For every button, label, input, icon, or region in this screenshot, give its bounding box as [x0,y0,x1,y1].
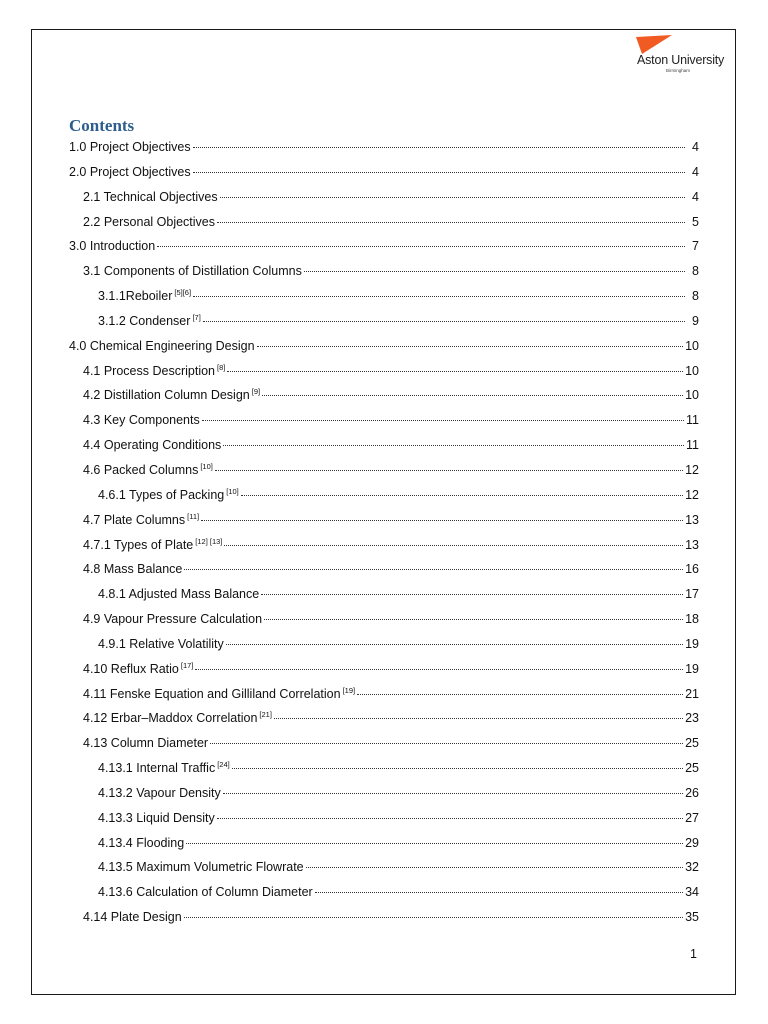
toc-entry[interactable] [69,880,699,905]
toc-entry-page: 34 [685,885,699,900]
toc-entry-page: 16 [685,562,699,577]
dot-leader [217,817,683,819]
toc-entry[interactable] [69,706,699,731]
toc-entry-title-text: 1.0 Project Objectives [69,140,191,154]
toc-entry-title-text: 3.0 Introduction [69,239,156,254]
toc-entry-title [83,383,260,408]
citation-superscript: [11] [187,511,200,521]
toc-entry[interactable] [69,657,699,682]
toc-entry[interactable] [69,508,699,533]
logo-triangle-icon [636,35,676,55]
toc-entry-title-text: 2.0 Project Objectives [69,164,191,179]
dot-leader [261,593,683,595]
toc-entry-title-text: 4.10 Reflux Ratio [83,661,179,676]
toc-entry-title [83,706,272,731]
citation-superscript: [21] [259,710,272,720]
toc-entry-title [98,756,230,781]
toc-entry-title [98,831,184,856]
table-of-contents [69,135,699,930]
toc-entry-title [69,234,155,259]
toc-entry[interactable] [69,781,699,806]
toc-entry-title-text: 4.13.2 Vapour Density [98,785,221,800]
toc-entry-title [83,433,221,458]
dot-leader [241,494,683,496]
dot-leader [193,295,685,297]
toc-entry-title-text: 3.1.1Reboiler [98,289,173,304]
dot-leader [193,171,685,173]
toc-entry-title-text: 4.13.6 Calculation of Column Diameter [98,885,313,900]
toc-entry-title-text: 4.9 Vapour Pressure Calculation [83,612,263,627]
toc-entry-page: 13 [685,537,699,552]
citation-superscript: [8] [217,362,226,372]
toc-entry[interactable] [69,309,699,334]
toc-entry-title-text: 4.3 Key Components [83,413,200,428]
toc-entry-title-text: 2.1 Technical Objectives [83,189,218,204]
toc-entry-title-text: 4.8.1 Adjusted Mass Balance [98,587,260,602]
toc-entry-page: 35 [685,910,699,925]
toc-entry[interactable] [69,855,699,880]
toc-entry-title-text: 4.7 Plate Columns [83,512,186,527]
toc-entry-page: 25 [685,736,699,751]
toc-entry-title [98,483,239,508]
toc-entry-title-text: 4.6.1 Types of Packing [98,487,225,502]
toc-entry-page: 4 [692,164,699,179]
toc-entry-title-text: 4.13.3 Liquid Density [98,810,215,825]
toc-entry[interactable] [69,433,699,458]
toc-entry-title [83,185,218,210]
dot-leader [184,568,683,570]
toc-entry-page: 17 [685,587,699,602]
dot-leader [195,668,683,670]
dot-leader [227,370,683,372]
toc-entry[interactable] [69,185,699,210]
toc-entry-page: 13 [685,512,699,527]
toc-entry-page: 5 [692,214,699,229]
dot-leader [220,196,685,198]
toc-entry[interactable] [69,756,699,781]
dot-leader [215,469,683,471]
dot-leader [223,792,683,794]
toc-entry-page: 4 [692,140,699,154]
toc-entry-title-text: 4.4 Operating Conditions [83,438,222,453]
toc-entry-title-text: 4.13 Column Diameter [83,736,209,751]
toc-entry[interactable] [69,806,699,831]
dot-leader [223,444,684,446]
dot-leader [304,270,685,272]
toc-entry-page: 21 [685,686,699,701]
toc-entry-page: 32 [685,860,699,875]
toc-entry[interactable] [69,408,699,433]
contents-heading: Contents [69,116,135,135]
toc-entry[interactable] [69,383,699,408]
citation-superscript: [24] [217,760,230,770]
toc-entry-title [98,855,304,880]
toc-entry-title [83,657,193,682]
toc-entry-title-text: 2.2 Personal Objectives [83,214,216,229]
toc-entry[interactable] [69,831,699,856]
toc-entry-page: 4 [692,189,699,204]
page-number: 1 [690,947,697,961]
toc-entry-title [69,135,191,160]
toc-entry-title [98,632,224,657]
toc-entry-title-text: 4.12 Erbar–Maddox Correlation [83,711,258,726]
toc-entry-title [83,259,302,284]
aston-university-logo [636,35,736,95]
toc-entry-title [98,880,313,905]
dot-leader [224,544,683,546]
dot-leader [357,693,683,695]
dot-leader [184,916,683,918]
toc-entry-page: 25 [685,761,699,776]
toc-entry-title [98,284,191,309]
toc-entry-page: 8 [692,264,699,279]
toc-entry-title [83,533,222,558]
toc-entry-page: 23 [685,711,699,726]
toc-entry-title-text: 4.9.1 Relative Volatility [98,636,224,651]
dot-leader [232,767,683,769]
dot-leader [186,842,683,844]
toc-entry-page: 10 [685,388,699,403]
toc-entry-title [83,607,262,632]
dot-leader [193,146,685,148]
toc-entry-title [83,905,182,930]
toc-entry-page: 29 [685,835,699,850]
toc-entry-page: 19 [685,636,699,651]
citation-superscript: [17] [180,660,194,670]
citation-superscript: [7] [192,312,201,322]
toc-entry[interactable] [69,557,699,582]
toc-entry-title-text: 4.0 Chemical Engineering Design [69,338,255,353]
dot-leader [262,394,683,396]
toc-entry-title-text: 3.1 Components of Distillation Columns [83,264,302,279]
toc-entry-title-text: 4.11 Fenske Equation and Gilliland Correlation [83,686,341,701]
toc-entry-title-text: 4.6 Packed Columns [83,462,199,477]
toc-entry-page: 27 [685,810,699,825]
toc-entry-title [98,806,215,831]
toc-entry-page: 7 [692,239,699,254]
toc-entry-title [83,458,213,483]
toc-entry[interactable] [69,259,699,284]
toc-entry-title-text: 4.13.5 Maximum Volumetric Flowrate [98,860,304,875]
dot-leader [157,245,685,247]
toc-entry[interactable] [69,135,699,160]
toc-entry-page: 11 [686,438,699,453]
toc-entry-title [98,582,259,607]
toc-entry[interactable] [69,210,699,235]
toc-entry-page: 26 [685,785,699,800]
toc-entry[interactable] [69,632,699,657]
toc-entry-title-text: 4.14 Plate Design [83,910,182,925]
dot-leader [203,320,685,322]
toc-entry-page: 10 [685,363,699,378]
toc-entry-page: 12 [685,487,699,502]
toc-entry-title [69,160,191,185]
toc-entry-title-text: 4.2 Distillation Column Design [83,388,250,403]
toc-entry-title [69,334,255,359]
toc-entry-title [83,508,199,533]
dot-leader [210,742,683,744]
toc-entry-title-text: 4.7.1 Types of Plate [83,537,194,552]
toc-entry-title-text: 4.13.1 Internal Traffic [98,761,216,776]
dot-leader [202,419,684,421]
toc-entry[interactable] [69,359,699,384]
dot-leader [257,345,684,347]
dot-leader [264,618,683,620]
dot-leader [217,221,685,223]
toc-entry[interactable] [69,483,699,508]
toc-entry[interactable] [69,582,699,607]
toc-entry[interactable] [69,607,699,632]
citation-superscript: [5][6] [174,288,192,298]
toc-entry-title-text: 4.1 Process Description [83,363,216,378]
dot-leader [201,519,683,521]
dot-leader [306,866,683,868]
toc-entry[interactable] [69,234,699,259]
citation-superscript: [10] [226,486,239,496]
citation-superscript: [9] [251,387,261,397]
toc-entry-title-text: 4.8 Mass Balance [83,562,183,577]
toc-entry[interactable] [69,458,699,483]
toc-entry-title [83,557,182,582]
toc-entry-title [98,781,221,806]
toc-entry-title-text: 3.1.2 Condenser [98,313,191,328]
toc-entry[interactable] [69,905,699,930]
toc-entry-title [83,731,208,756]
toc-entry-title [83,682,355,707]
dot-leader [274,717,683,719]
logo-city: Birmingham [666,68,691,73]
toc-entry[interactable] [69,284,699,309]
toc-entry-page: 8 [692,289,699,304]
toc-entry[interactable] [69,682,699,707]
dot-leader [226,643,683,645]
citation-superscript: [10] [200,461,213,471]
toc-entry[interactable] [69,731,699,756]
citation-superscript: [19] [342,685,356,695]
logo-wordmark: Aston University [637,53,725,67]
toc-entry-page: 18 [685,612,699,627]
citation-superscript: [12] [13] [195,536,223,546]
toc-entry-title [83,408,200,433]
toc-entry[interactable] [69,334,699,359]
dot-leader [315,891,683,893]
toc-entry-title-text: 4.13.4 Flooding [98,835,185,850]
toc-entry-page: 19 [685,661,699,676]
toc-entry-page: 11 [686,413,699,428]
toc-entry-page: 9 [692,313,699,328]
toc-entry-page: 12 [685,462,699,477]
toc-entry-title [83,359,225,384]
toc-entry-title [83,210,215,235]
toc-entry-page: 10 [685,338,699,353]
toc-entry-title [98,309,201,334]
toc-entry[interactable] [69,160,699,185]
toc-entry[interactable] [69,533,699,558]
